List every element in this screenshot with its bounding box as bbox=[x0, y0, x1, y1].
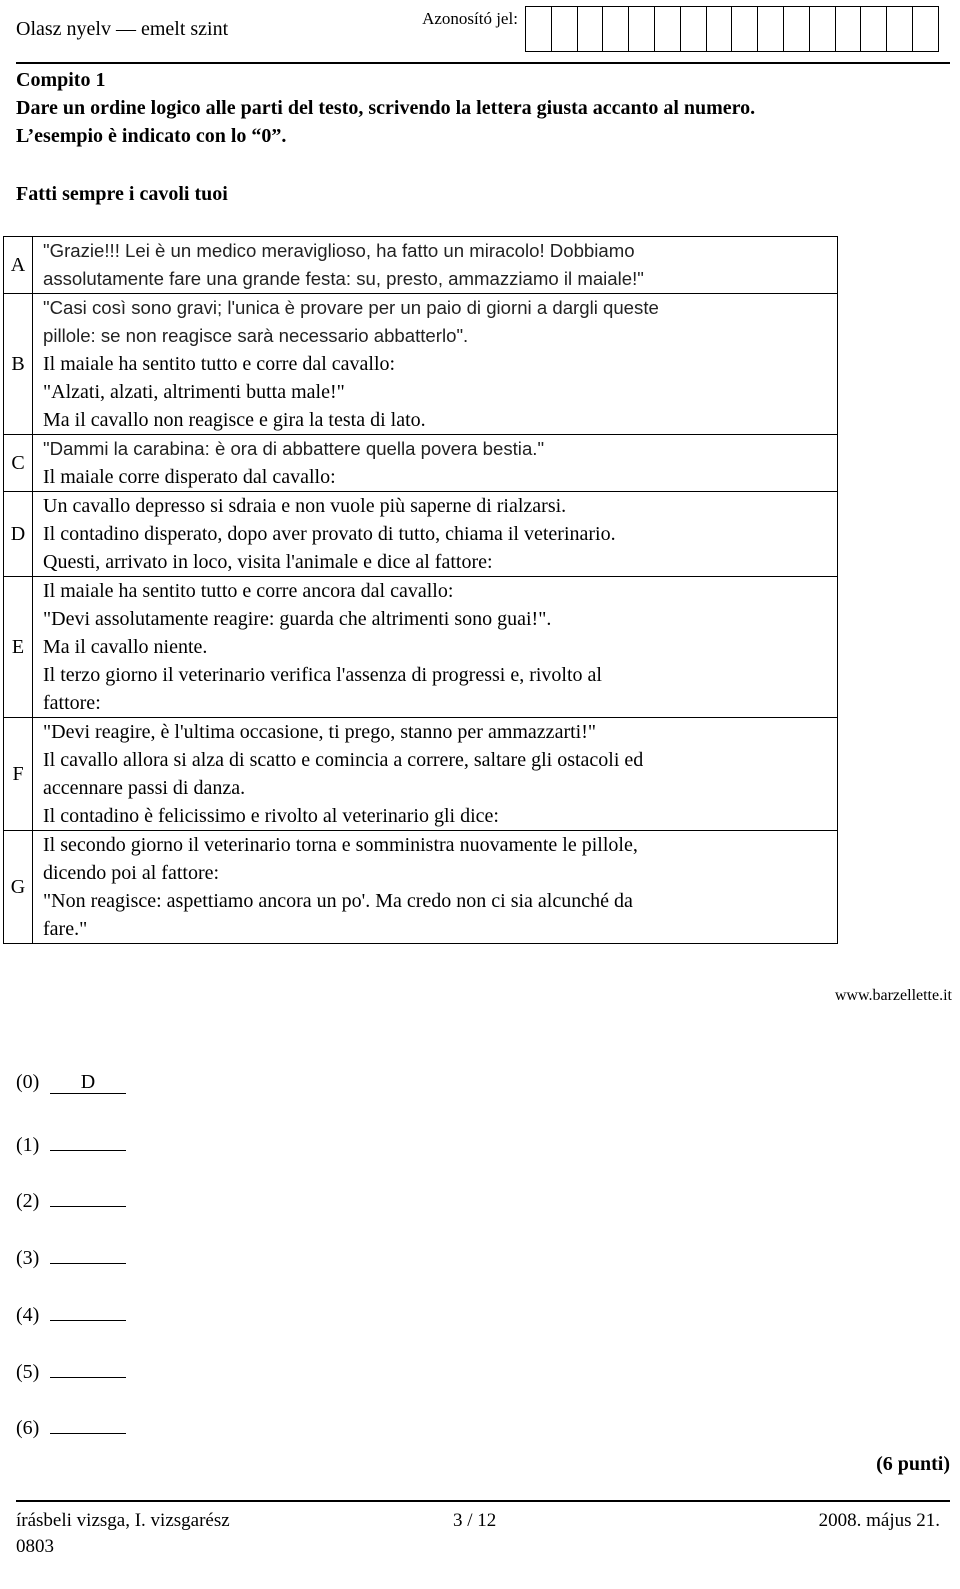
answer-blank[interactable] bbox=[50, 1411, 126, 1434]
task-heading: Compito 1 bbox=[16, 69, 106, 91]
footer-code: 0803 bbox=[16, 1536, 54, 1557]
fragment-line: pillole: se non reagisce sarà necessario abbatterlo". bbox=[43, 325, 469, 346]
answer-number: (0) bbox=[16, 1071, 40, 1093]
id-box[interactable] bbox=[602, 6, 629, 52]
id-box[interactable] bbox=[525, 6, 552, 52]
fragment-line: "Alzati, alzati, altrimenti butta male!" bbox=[43, 381, 345, 403]
id-label: Azonosító jel: bbox=[422, 9, 518, 28]
fragment-line: Un cavallo depresso si sdraia e non vuole più saperne di rialzarsi. bbox=[43, 495, 567, 517]
fragment-text bbox=[33, 435, 838, 492]
answer-number: (3) bbox=[16, 1247, 40, 1270]
page-header bbox=[16, 4, 950, 64]
answer-blank[interactable] bbox=[50, 1241, 126, 1264]
fragment-line: Questi, arrivato in loco, visita l'animale e dice al fattore: bbox=[43, 551, 493, 573]
task-example-note: L’esempio è indicato con lo “0”. bbox=[16, 125, 287, 147]
fragment-row bbox=[4, 294, 838, 435]
fragment-line: Il contadino disperato, dopo aver provato di tutto, chiama il veterinario. bbox=[43, 523, 616, 545]
id-box[interactable] bbox=[628, 6, 655, 52]
fragment-line: Il maiale ha sentito tutto e corre ancora dal cavallo: bbox=[43, 580, 454, 602]
points-label: (6 punti) bbox=[876, 1453, 950, 1475]
fragment-letter: C bbox=[4, 435, 33, 492]
id-box[interactable] bbox=[757, 6, 784, 52]
fragment-line: assolutamente fare una grande festa: su, presto, ammazziamo il maiale!" bbox=[43, 268, 644, 289]
id-box[interactable] bbox=[783, 6, 810, 52]
id-boxes bbox=[526, 6, 939, 52]
fragment-letter: A bbox=[4, 237, 33, 294]
fragment-letter: F bbox=[4, 718, 33, 831]
fragment-line: Il terzo giorno il veterinario verifica l'assenza di progressi e, rivolto al bbox=[43, 664, 602, 686]
fragment-text bbox=[33, 294, 838, 435]
fragment-line: Il secondo giorno il veterinario torna e somministra nuovamente le pillole, bbox=[43, 834, 638, 856]
fragment-line: Ma il cavallo niente. bbox=[43, 636, 208, 658]
fragment-line: fare." bbox=[43, 918, 88, 940]
fragment-text bbox=[33, 237, 838, 294]
fragment-letter: B bbox=[4, 294, 33, 435]
fragment-text bbox=[33, 577, 838, 718]
fragments-table bbox=[3, 236, 838, 944]
fragment-row bbox=[4, 718, 838, 831]
fragment-line: accennare passi di danza. bbox=[43, 777, 246, 799]
fragment-line: Ma il cavallo non reagisce e gira la testa di lato. bbox=[43, 409, 426, 431]
fragment-text bbox=[33, 831, 838, 944]
fragment-line: Il maiale ha sentito tutto e corre dal cavallo: bbox=[43, 353, 396, 375]
task-instruction: Dare un ordine logico alle parti del testo, scrivendo la lettera giusta accanto al numero. bbox=[16, 97, 756, 119]
fragment-line: "Dammi la carabina: è ora di abbattere quella povera bestia." bbox=[43, 438, 545, 459]
id-box[interactable] bbox=[835, 6, 862, 52]
header-title: Olasz nyelv — emelt szint bbox=[16, 18, 229, 40]
answer-number: (4) bbox=[16, 1303, 40, 1326]
answer-blank[interactable] bbox=[50, 1128, 126, 1151]
source-credit: www.barzellette.it bbox=[834, 987, 952, 1004]
id-box[interactable] bbox=[886, 6, 913, 52]
header-rule bbox=[16, 62, 950, 64]
answer-blank[interactable] bbox=[50, 1355, 126, 1378]
answer-number: (2) bbox=[16, 1190, 40, 1213]
fragment-letter: D bbox=[4, 492, 33, 577]
fragment-line: "Grazie!!! Lei è un medico meraviglioso, ha fatto un miracolo! Dobbiamo bbox=[43, 240, 635, 261]
fragment-line: "Devi reagire, è l'ultima occasione, ti prego, stanno per ammazzarti!" bbox=[43, 721, 597, 743]
fragment-row bbox=[4, 237, 838, 294]
answer-row bbox=[16, 1184, 126, 1213]
id-box[interactable] bbox=[680, 6, 707, 52]
id-box[interactable] bbox=[577, 6, 604, 52]
answer-blank[interactable] bbox=[50, 1298, 126, 1321]
fragment-line: "Non reagisce: aspettiamo ancora un po'. Ma credo non ci sia alcunché da bbox=[43, 890, 633, 912]
fragment-line: fattore: bbox=[43, 692, 101, 714]
footer-exam: írásbeli vizsga, I. vizsgarész bbox=[16, 1510, 230, 1531]
id-box[interactable] bbox=[731, 6, 758, 52]
answer-row bbox=[16, 1071, 126, 1094]
id-box[interactable] bbox=[860, 6, 887, 52]
fragment-row bbox=[4, 831, 838, 944]
fragment-letter: E bbox=[4, 577, 33, 718]
fragment-text bbox=[33, 718, 838, 831]
footer-page-number: 3 / 12 bbox=[453, 1510, 497, 1531]
answer-number: (1) bbox=[16, 1133, 40, 1156]
id-box[interactable] bbox=[706, 6, 733, 52]
answer-number: (6) bbox=[16, 1417, 40, 1440]
fragment-line: Il contadino è felicissimo e rivolto al veterinario gli dice: bbox=[43, 805, 499, 827]
fragment-row bbox=[4, 435, 838, 492]
fragment-line: "Devi assolutamente reagire: guarda che altrimenti sono guai!". bbox=[43, 608, 552, 630]
fragment-line: Il cavallo allora si alza di scatto e comincia a correre, saltare gli ostacoli ed bbox=[43, 749, 644, 771]
fragment-row bbox=[4, 577, 838, 718]
id-box[interactable] bbox=[912, 6, 939, 52]
task-instructions bbox=[16, 66, 950, 150]
fragment-line: "Casi così sono gravi; l'unica è provare per un paio di giorni a dargli queste bbox=[43, 297, 659, 318]
fragment-row bbox=[4, 492, 838, 577]
answer-number: (5) bbox=[16, 1360, 40, 1383]
answer-blank[interactable]: D bbox=[50, 1071, 126, 1094]
footer-rule bbox=[16, 1500, 950, 1502]
answer-row bbox=[16, 1411, 126, 1440]
id-box[interactable] bbox=[551, 6, 578, 52]
fragment-line: Il maiale corre disperato dal cavallo: bbox=[43, 466, 336, 488]
id-box[interactable] bbox=[654, 6, 681, 52]
fragment-letter: G bbox=[4, 831, 33, 944]
answer-blank[interactable] bbox=[50, 1184, 126, 1207]
answer-row bbox=[16, 1128, 126, 1157]
answer-row bbox=[16, 1241, 126, 1270]
id-box[interactable] bbox=[809, 6, 836, 52]
answer-row bbox=[16, 1355, 126, 1384]
answer-row bbox=[16, 1298, 126, 1327]
fragment-line: dicendo poi al fattore: bbox=[43, 862, 220, 884]
story-title: Fatti sempre i cavoli tuoi bbox=[16, 183, 228, 205]
footer-date: 2008. május 21. bbox=[818, 1510, 940, 1531]
fragment-text bbox=[33, 492, 838, 577]
